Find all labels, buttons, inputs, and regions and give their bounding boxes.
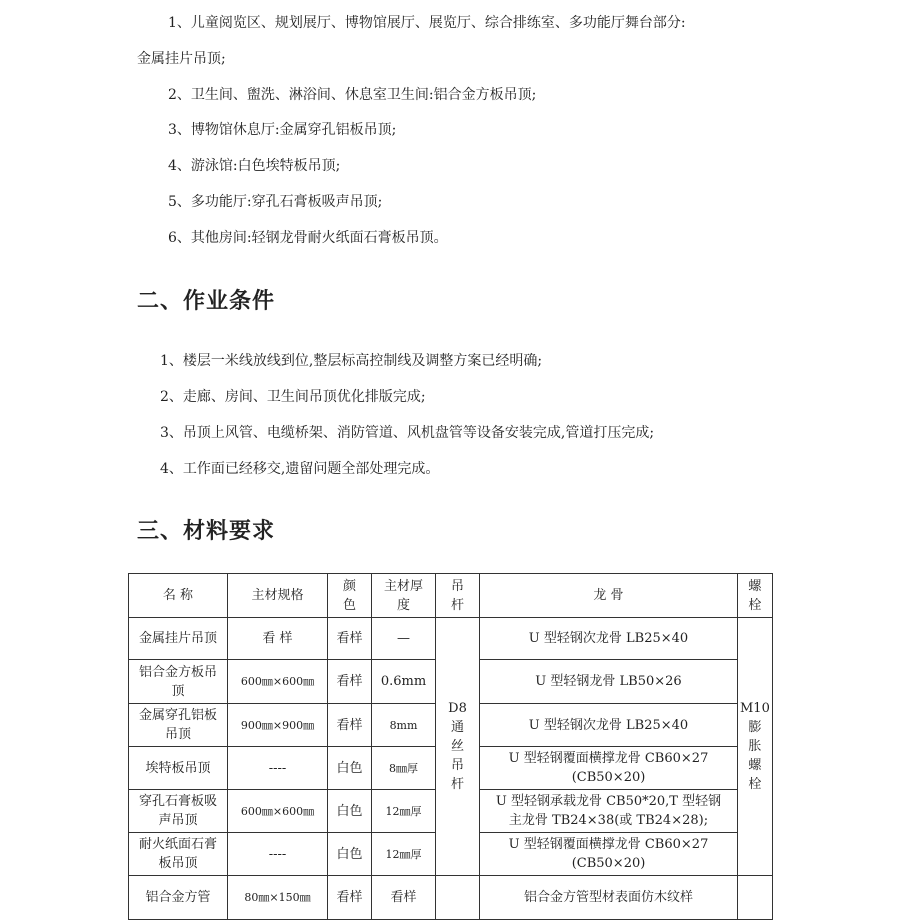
list-item-6: 6、其他房间:轻钢龙骨耐火纸面石膏板吊顶。 <box>168 230 448 246</box>
cell-color: 白色 <box>328 747 372 790</box>
header-keel: 龙 骨 <box>480 574 738 618</box>
cell-name: 金属穿孔铝板 吊顶 <box>129 704 228 747</box>
cell-color: 白色 <box>328 790 372 833</box>
cell-bolt: M10 膨 胀 螺 栓 <box>738 618 773 876</box>
cell-color: 看样 <box>328 876 372 920</box>
cell-thickness: 0.6mm <box>372 660 436 704</box>
condition-item-3: 3、吊顶上风管、电缆桥架、消防管道、风机盘管等设备安装完成,管道打压完成; <box>160 425 655 441</box>
list-item-3: 3、博物馆休息厅:金属穿孔铝板吊顶; <box>168 122 397 138</box>
cell-keel: U 型轻钢覆面横撑龙骨 CB60×27 (CB50×20) <box>480 833 738 876</box>
table-row <box>129 876 773 920</box>
cell-name: 穿孔石膏板吸 声吊顶 <box>129 790 228 833</box>
cell-keel: 铝合金方管型材表面仿木纹样 <box>480 876 738 920</box>
list-item-4: 4、游泳馆:白色埃特板吊顶; <box>168 158 341 174</box>
cell-name: 铝合金方管 <box>129 876 228 920</box>
cell-spec: 看 样 <box>228 618 328 660</box>
cell-bolt-empty <box>738 876 773 920</box>
cell-name: 金属挂片吊顶 <box>129 618 228 660</box>
condition-item-1: 1、楼层一米线放线到位,整层标高控制线及调整方案已经明确; <box>160 353 543 369</box>
list-item-5: 5、多功能厅:穿孔石膏板吸声吊顶; <box>168 194 383 210</box>
cell-thickness: 8㎜厚 <box>372 747 436 790</box>
cell-spec: ---- <box>228 747 328 790</box>
cell-name: 埃特板吊顶 <box>129 747 228 790</box>
cell-spec: ---- <box>228 833 328 876</box>
cell-color: 看样 <box>328 704 372 747</box>
table-header-row <box>129 574 773 618</box>
header-thickness: 主材厚 度 <box>372 574 436 618</box>
cell-thickness: 12㎜厚 <box>372 790 436 833</box>
section-heading-materials: 三、材料要求 <box>137 519 276 544</box>
cell-spec: 600㎜×600㎜ <box>228 660 328 704</box>
cell-color: 白色 <box>328 833 372 876</box>
cell-thickness: — <box>372 618 436 660</box>
list-item-2: 2、卫生间、盥洗、淋浴间、休息室卫生间:铝合金方板吊顶; <box>168 87 537 103</box>
materials-table <box>128 573 773 920</box>
header-spec: 主材规格 <box>228 574 328 618</box>
cell-keel: U 型轻钢次龙骨 LB25×40 <box>480 618 738 660</box>
table-row <box>129 618 773 660</box>
cell-keel: U 型轻钢承载龙骨 CB50*20,T 型轻钢 主龙骨 TB24×38(或 TB24×28); <box>480 790 738 833</box>
cell-keel: U 型轻钢龙骨 LB50×26 <box>480 660 738 704</box>
list-item-1-continued: 金属挂片吊顶; <box>137 51 226 67</box>
list-item-1: 1、儿童阅览区、规划展厅、博物馆展厅、展览厅、综合排练室、多功能厅舞台部分: <box>168 15 686 31</box>
section-heading-conditions: 二、作业条件 <box>137 289 276 314</box>
cell-spec: 600㎜×600㎜ <box>228 790 328 833</box>
header-rod: 吊 杆 <box>436 574 480 618</box>
cell-name: 耐火纸面石膏 板吊顶 <box>129 833 228 876</box>
condition-item-2: 2、走廊、房间、卫生间吊顶优化排版完成; <box>160 389 426 405</box>
cell-rod: D8 通 丝 吊 杆 <box>436 618 480 876</box>
header-name: 名 称 <box>129 574 228 618</box>
cell-spec: 900㎜×900㎜ <box>228 704 328 747</box>
cell-color: 看样 <box>328 618 372 660</box>
cell-color: 看样 <box>328 660 372 704</box>
cell-thickness: 8mm <box>372 704 436 747</box>
cell-thickness: 看样 <box>372 876 436 920</box>
cell-rod-empty <box>436 876 480 920</box>
cell-thickness: 12㎜厚 <box>372 833 436 876</box>
condition-item-4: 4、工作面已经移交,遗留问题全部处理完成。 <box>160 461 440 477</box>
cell-spec: 80㎜×150㎜ <box>228 876 328 920</box>
cell-keel: U 型轻钢覆面横撑龙骨 CB60×27 (CB50×20) <box>480 747 738 790</box>
cell-name: 铝合金方板吊 顶 <box>129 660 228 704</box>
cell-keel: U 型轻钢次龙骨 LB25×40 <box>480 704 738 747</box>
header-color: 颜 色 <box>328 574 372 618</box>
header-bolt: 螺 栓 <box>738 574 773 618</box>
